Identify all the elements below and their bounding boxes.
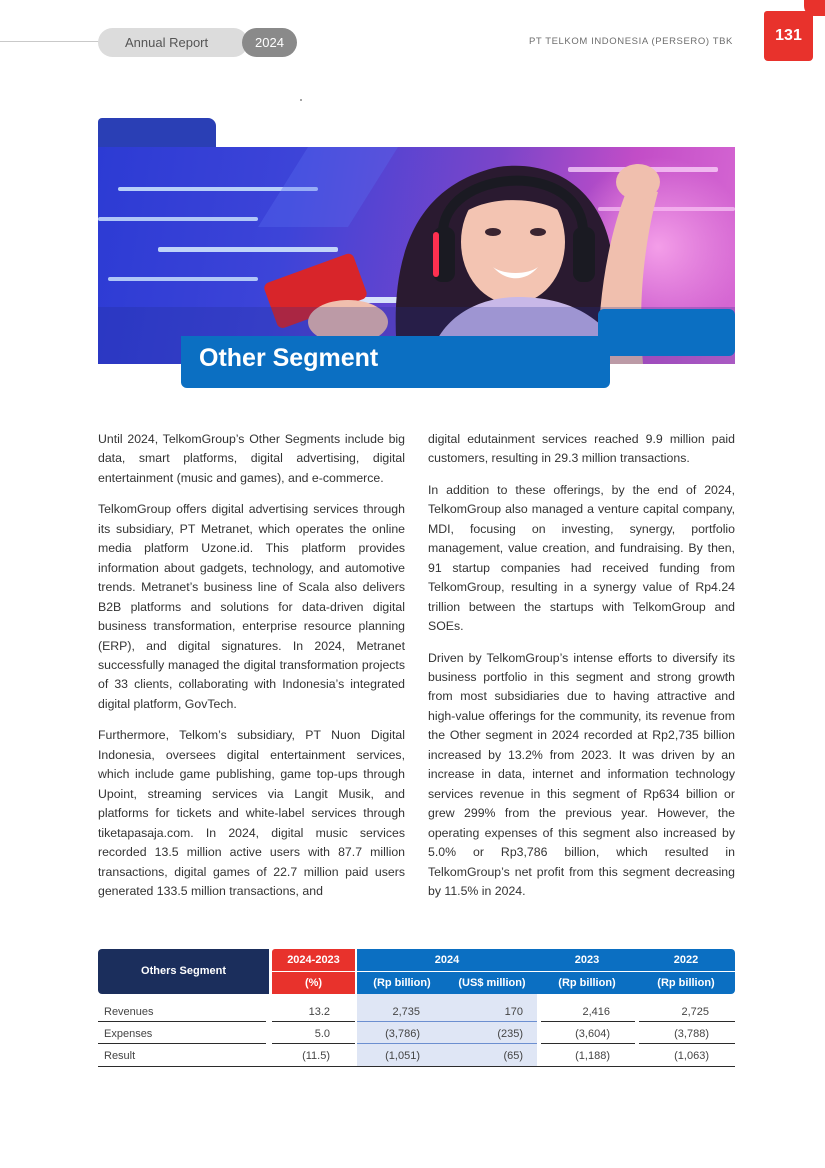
col-header-change-unit: (%) (272, 972, 355, 994)
header-rule (0, 41, 110, 42)
paragraph: Until 2024, TelkomGroup’s Other Segments include big data, smart platforms, digital advertising, digital entertainment (music and games), and e-commerce. (98, 432, 405, 485)
row-label: Revenues (104, 1006, 154, 1018)
report-year: 2024 (242, 28, 297, 57)
table-bottom-rule (98, 1066, 735, 1067)
cell-usd2024: (235) (497, 1028, 523, 1040)
paragraph: TelkomGroup offers digital advertising services through its subsidiary, PT Metranet, which operates the online media platform Uzone.id. This platform provides information about gadgets, technology, and automotive trends. Metranet’s business line of Scala also delivers B2B platforms and solutions for data-driven digital business transformation, enterprise resource planning (ERP), and digital signatures. In 2024, Metranet successfully managed the digital transformation projects of 33 clients, collaborating with Indonesia’s integrated digital platform, GovTech. (98, 502, 405, 711)
col-header-2022-rp: (Rp billion) (637, 972, 735, 994)
table-row (98, 1045, 735, 1067)
title-accent-block (598, 309, 735, 356)
cell-change: 5.0 (314, 1028, 330, 1040)
cell-rp2023: (3,604) (575, 1028, 610, 1040)
col-header-2024: 2024 (357, 949, 537, 971)
cell-rp2023: (1,188) (575, 1050, 610, 1062)
col-header-2023-rp: (Rp billion) (537, 972, 637, 994)
paragraph: digital edutainment services reached 9.9 million paid customers, resulting in 29.3 million transactions. (428, 432, 735, 466)
row-label: Expenses (104, 1028, 153, 1040)
row-rule (272, 1021, 355, 1022)
row-rule (98, 1021, 266, 1022)
right-text-column (428, 430, 735, 913)
stray-dot (300, 99, 302, 101)
page-number: 131 (764, 11, 813, 61)
col-header-2023: 2023 (537, 949, 637, 971)
left-text-column (98, 430, 405, 913)
table-row (98, 1001, 735, 1023)
row-rule (639, 1043, 735, 1044)
row-label: Result (104, 1050, 136, 1062)
row-rule (541, 1021, 635, 1022)
col-header-2022: 2022 (637, 949, 735, 971)
table-row (98, 1023, 735, 1045)
cell-rp2024: 2,735 (392, 1006, 420, 1018)
cell-rp2022: (1,063) (674, 1050, 709, 1062)
cell-rp2024: (1,051) (385, 1050, 420, 1062)
row-rule (272, 1043, 355, 1044)
cell-usd2024: (65) (503, 1050, 523, 1062)
cell-rp2024: (3,786) (385, 1028, 420, 1040)
row-rule (98, 1043, 266, 1044)
annual-report-label: Annual Report (98, 28, 248, 57)
header-divider (357, 971, 735, 972)
section-title: Other Segment (199, 344, 379, 372)
col-header-2024-rp: (Rp billion) (357, 972, 447, 994)
cell-change: (11.5) (302, 1050, 330, 1062)
cell-usd2024: 170 (504, 1006, 523, 1018)
cell-rp2022: (3,788) (674, 1028, 709, 1040)
row-rule (357, 1043, 537, 1044)
table-row-header: Others Segment (98, 949, 269, 994)
col-header-change-year: 2024-2023 (272, 949, 355, 971)
cell-rp2023: 2,416 (582, 1006, 610, 1018)
row-rule (541, 1043, 635, 1044)
paragraph: In addition to these offerings, by the end of 2024, TelkomGroup also managed a venture capital company, MDI, focusing on investing, synergy, portfolio management, value creation, and fundraising. By then, 91 startup companies had received funding from TelkomGroup, resulting in a synergy value of Rp4.24 trillion between the startups with TelkomGroup and SOEs. (428, 482, 735, 634)
cell-rp2022: 2,725 (681, 1006, 709, 1018)
company-name: PT TELKOM INDONESIA (PERSERO) TBK (528, 36, 733, 47)
paragraph: Furthermore, Telkom’s subsidiary, PT Nuon Digital Indonesia, oversees digital entertainment services, which include game publishing, game top-ups through Upoint, streaming services via Langit Musik, and platforms for tickets and white-label services through tiketapasaja.com. In 2024, digital music services recorded 13.5 million active users with 87.7 million transactions, digital games of 22.7 million paid users generated 133.5 million transactions, and (98, 728, 405, 898)
paragraph: Driven by TelkomGroup’s intense efforts to diversify its business portfolio in this segment and strong growth from most subsidiaries due to having attractive and high-value offerings for the community, its revenue from the Other segment in 2024 recorded at Rp2,735 billion increased by 13.2% from 2023. It was driven by an increase in data, internet and information technology services revenue in this segment of Rp634 billion or grew 299% from the previous year. However, the operating expenses of this segment also increased by 5.0% or Rp3,786 billion, which resulted in TelkomGroup’s net profit from this segment decreasing by 11.5% in 2024. (428, 650, 735, 898)
row-rule (639, 1021, 735, 1022)
col-header-2024-usd: (US$ million) (447, 972, 537, 994)
cell-change: 13.2 (308, 1006, 330, 1018)
row-rule (357, 1021, 537, 1022)
